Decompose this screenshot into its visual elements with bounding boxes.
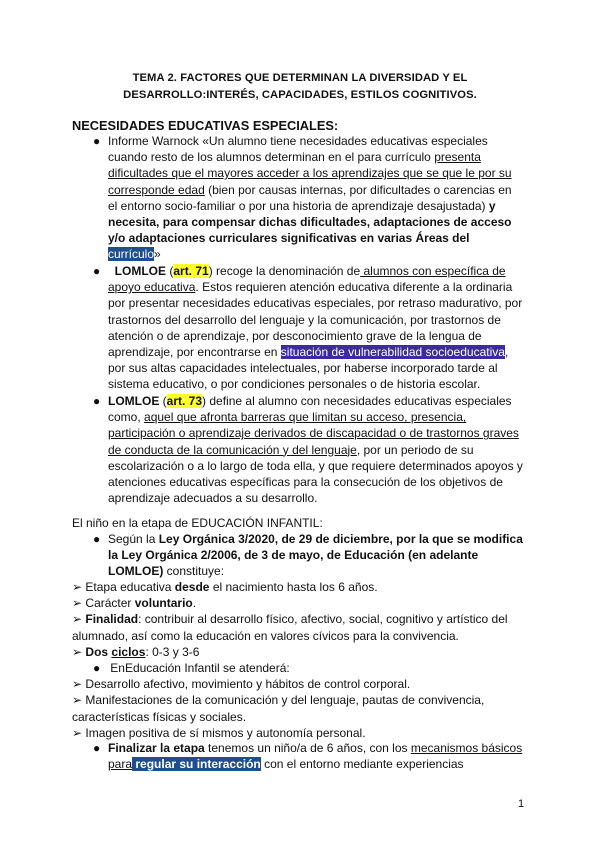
arrow-icon: ➢: [72, 693, 83, 708]
text-line: Según la Ley Orgánica 3/2020, de 29 de diciembre, por la que se modifica: [108, 532, 523, 546]
warnock-paragraph: [108, 133, 528, 263]
arrow-icon: ➢: [72, 596, 83, 611]
text-line: aprendizaje, por encontrarse en situación de vulnerabilidad socioeducativa,: [108, 345, 509, 360]
text-line: dificultades que el mayores acceder a los aprendizajes que se que le por su: [108, 166, 512, 181]
text-line: corresponde edad (bien por causas internas, por dificultades o carencias en: [108, 182, 512, 197]
arrow-icon: ➢: [72, 677, 83, 692]
text-line: por presentar necesidades educativas especiales, por retraso madurativo, por: [108, 296, 523, 311]
text-line: LOMLOE (art. 71) recoge la denominación de alumnos con específica de: [114, 264, 506, 278]
text-line: para regular su interacción con el entorno mediante experiencias: [108, 757, 464, 772]
page-title: [60, 70, 540, 104]
bullet-icon: ●: [93, 134, 101, 148]
bullet-icon: ●: [93, 661, 101, 676]
title-line-2: DESARROLLO:INTERÉS, CAPACIDADES, ESTILOS COGNITIVOS.: [123, 89, 477, 101]
text-line: LOMLOE (art. 73) define al alumno con necesidades educativas especiales: [108, 394, 512, 408]
arrow-icon: ➢: [72, 612, 83, 627]
section-heading: NECESIDADES EDUCATIVAS ESPECIALES:: [72, 118, 339, 133]
list-item: ➢ Carácter voluntario.: [72, 596, 197, 611]
text-line: Finalizar la etapa tenemos un niño/a de 6 años, con los mecanismos básicos: [108, 741, 523, 755]
text-line: aprendizaje adecuados a su desarrollo.: [108, 491, 318, 506]
text-line: Informe Warnock «Un alumno tiene necesidades educativas especiales: [108, 134, 488, 148]
finalizar-paragraph: [108, 740, 528, 772]
title-line-1: TEMA 2. FACTORES QUE DETERMINAN LA DIVERSIDAD Y EL: [132, 72, 468, 84]
arrow-icon: ➢: [72, 644, 83, 659]
text-line: necesita, para compensar dichas dificultades, adaptaciones de acceso: [108, 215, 512, 230]
bullet-icon: ●: [93, 532, 101, 546]
bullet-icon: ●: [93, 264, 101, 278]
text-line: apoyo educativa. Estos requieren atención educativa diferente a la ordinaria: [108, 280, 513, 295]
infantil-list: [72, 579, 532, 741]
text-line: de conducta de la comunicación y del lenguaje, por un periodo de su: [108, 442, 474, 457]
text-line: sistema educativo, o por condiciones personales o de historia escolar.: [108, 377, 481, 392]
list-item: ➢ Imagen positiva de sí mismos y autonomía personal.: [72, 725, 366, 740]
page-number: 1: [518, 798, 525, 810]
list-item: ➢ Finalidad: contribuir al desarrollo físico, afectivo, social, cognitivo y artístico del: [72, 612, 508, 627]
article-link[interactable]: art. 71: [173, 264, 209, 278]
lomloe-73-paragraph: [108, 393, 528, 506]
text-line: trastornos del desarrollo del lenguaje y la comunicación, por trastornos de: [108, 312, 501, 327]
list-item: ● EnEducación Infantil se atenderá:: [93, 661, 290, 676]
arrow-icon: ➢: [72, 725, 83, 740]
infantil-intro: El niño en la etapa de EDUCACIÓN INFANTIL:: [72, 516, 323, 530]
text-line: características físicas y sociales.: [72, 709, 247, 724]
text-line: LOMLOE) constituye:: [108, 564, 225, 579]
ley-paragraph: [108, 531, 528, 580]
text-line: currículo»: [108, 247, 161, 262]
text-line: cuando resto de los alumnos determinan en el para currículo presenta: [108, 150, 481, 165]
list-item: ➢ Dos ciclos: 0-3 y 3-6: [72, 644, 200, 659]
bullet-icon: ●: [93, 741, 101, 755]
list-item: ➢ Manifestaciones de la comunicación y del lenguaje, pautas de convivencia,: [72, 693, 485, 708]
list-item: ➢ Desarrollo afectivo, movimiento y hábitos de control corporal.: [72, 677, 411, 692]
text-line: participación o aprendizaje derivados de discapacidad o de trastornos graves: [108, 426, 519, 441]
article-link[interactable]: art. 73: [166, 394, 203, 408]
text-line: como, aquel que afronta barreras que limitan su acceso, presencia,: [108, 410, 467, 425]
bullet-icon: ●: [93, 394, 101, 408]
text-line: escolarización o a lo largo de toda ella, y que requiere determinados apoyos y: [108, 458, 523, 473]
text-line: la Ley Orgánica 2/2006, de 3 de mayo, de Educación (en adelante: [108, 548, 479, 563]
text-line: el entorno socio-familiar o por una historia de aprendizaje desajustada) y: [108, 198, 496, 213]
text-line: y/o adaptaciones curriculares significativas en varias Áreas del: [108, 231, 470, 246]
text-line: atenciones educativas específicas para la consecución de los objetivos de: [108, 475, 503, 490]
text-line: por sus altas capacidades intelectuales, por haberse incorporado tarde al: [108, 361, 498, 376]
text-line: alumnado, así como la educación en valores cívicos para la convivencia.: [72, 628, 459, 643]
list-item: ➢ Etapa educativa desde el nacimiento hasta los 6 años.: [72, 580, 378, 594]
lomloe-71-paragraph: [108, 263, 528, 393]
text-line: atención o de aprendizaje, por desconocimiento grave de la lengua de: [108, 328, 482, 343]
arrow-icon: ➢: [72, 580, 83, 594]
